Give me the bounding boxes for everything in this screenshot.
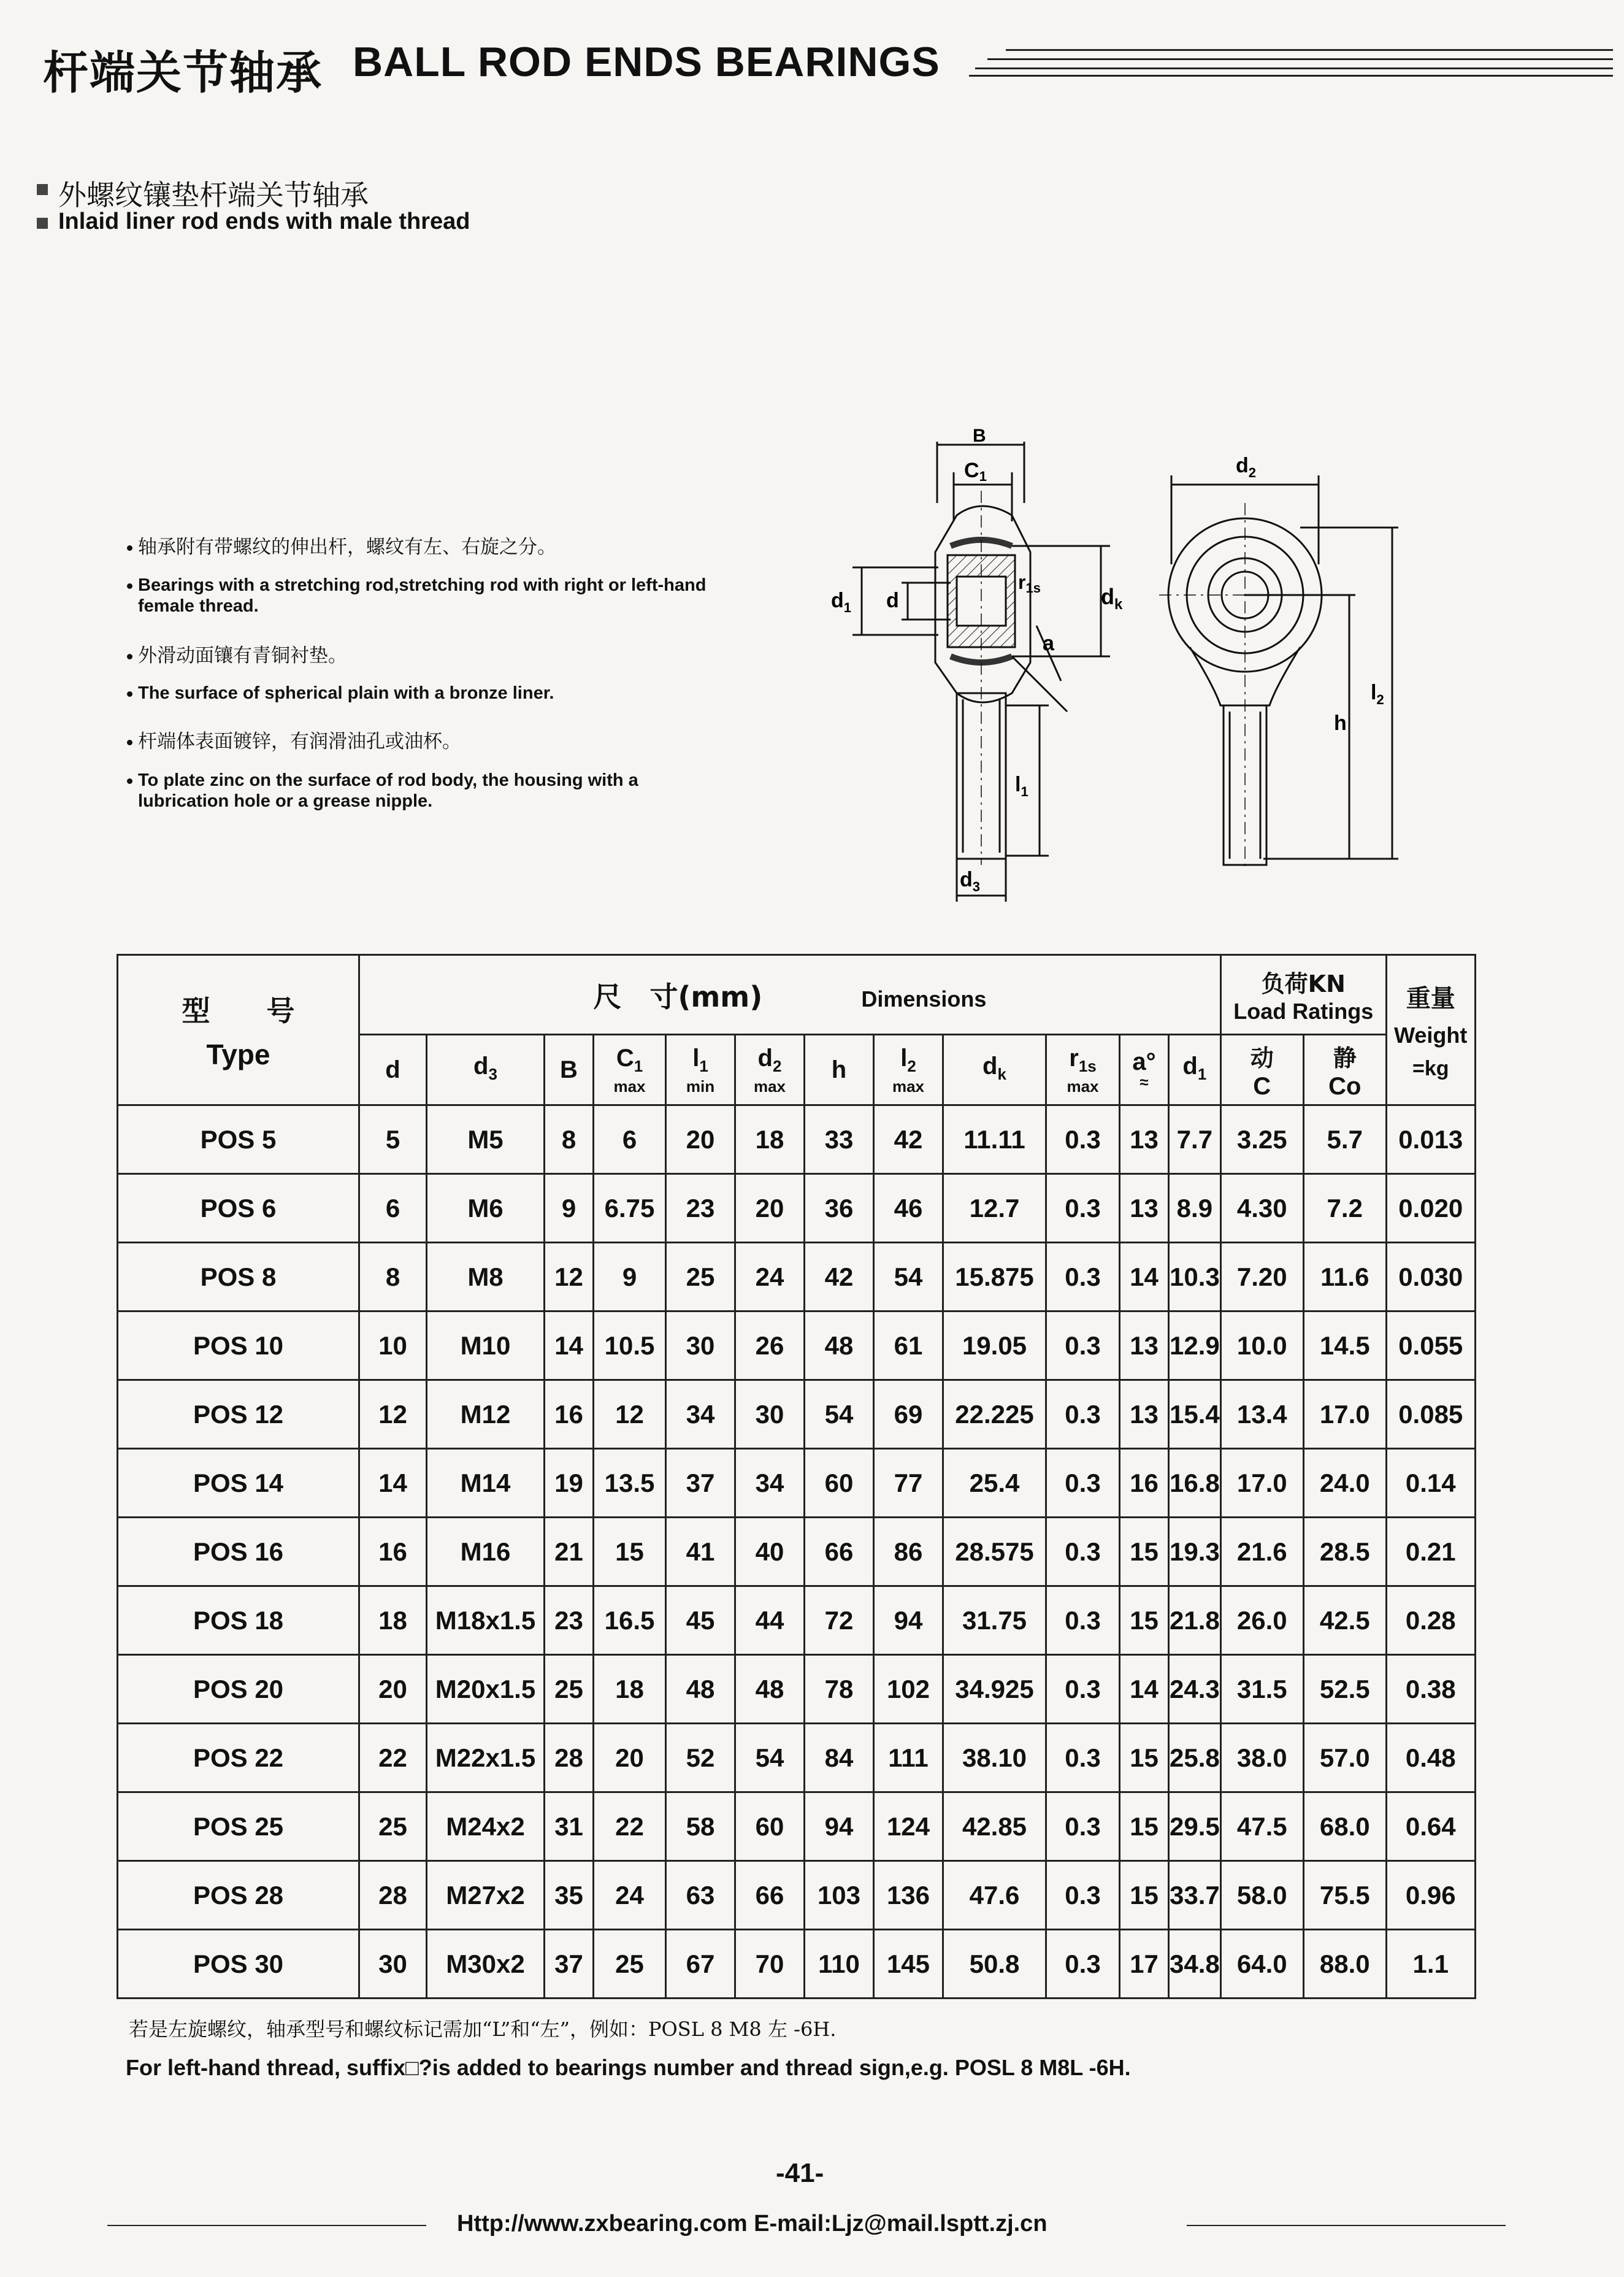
table-cell: 10.3: [1169, 1243, 1221, 1311]
svg-text:h: h: [1334, 712, 1347, 735]
table-row: [118, 1380, 1476, 1449]
table-cell: 54: [735, 1724, 805, 1792]
table-cell: 10.0: [1220, 1311, 1303, 1380]
footer-rule-right: [1187, 2225, 1506, 2226]
table-cell: 17.0: [1220, 1449, 1303, 1518]
type-cell: POS 18: [118, 1586, 359, 1655]
table-cell: 0.3: [1046, 1105, 1120, 1174]
table-cell: 20: [735, 1174, 805, 1243]
table-cell: 15.4: [1169, 1380, 1221, 1449]
table-cell: 14: [1120, 1243, 1169, 1311]
table-cell: 12: [359, 1380, 427, 1449]
table-cell: 145: [874, 1930, 943, 1999]
table-cell: 72: [805, 1586, 874, 1655]
table-cell: 88.0: [1303, 1930, 1386, 1999]
table-cell: 40: [735, 1518, 805, 1586]
table-cell: 63: [666, 1861, 735, 1930]
weight-header: 重量 Weight =kg: [1386, 955, 1475, 1105]
table-cell: 42: [805, 1243, 874, 1311]
table-cell: 13.5: [594, 1449, 666, 1518]
table-cell: 5.7: [1303, 1105, 1386, 1174]
table-cell: 5: [359, 1105, 427, 1174]
table-cell: 21.6: [1220, 1518, 1303, 1586]
table-cell: 16.8: [1169, 1449, 1221, 1518]
table-cell: 11.6: [1303, 1243, 1386, 1311]
table-cell: 0.3: [1046, 1792, 1120, 1861]
table-cell: 136: [874, 1861, 943, 1930]
table-cell: 60: [735, 1792, 805, 1861]
svg-text:d1: $d_1$: [831, 589, 852, 615]
table-body: [118, 1105, 1476, 1999]
table-cell: 52.5: [1303, 1655, 1386, 1724]
table-cell: 124: [874, 1792, 943, 1861]
col-a-header: a° ≈: [1120, 1035, 1169, 1105]
table-cell: 25.8: [1169, 1724, 1221, 1792]
table-cell: 110: [805, 1930, 874, 1999]
col-d3-header: $d_3$: [427, 1035, 545, 1105]
table-cell: 47.5: [1220, 1792, 1303, 1861]
table-cell: 0.64: [1386, 1792, 1475, 1861]
table-cell: 34: [666, 1380, 735, 1449]
table-row: [118, 1243, 1476, 1311]
table-cell: 1.1: [1386, 1930, 1475, 1999]
table-cell: 15: [1120, 1724, 1169, 1792]
table-cell: 86: [874, 1518, 943, 1586]
table-cell: 18: [359, 1586, 427, 1655]
table-cell: 0.3: [1046, 1380, 1120, 1449]
svg-text:d: d: [886, 589, 899, 612]
table-cell: 23: [545, 1586, 594, 1655]
feature-1-cn: 轴承附有带螺纹的伸出杆，螺纹有左、右旋之分。: [138, 537, 782, 558]
table-cell: 31.5: [1220, 1655, 1303, 1724]
table-cell: 0.085: [1386, 1380, 1475, 1449]
table-cell: M24x2: [427, 1792, 545, 1861]
table-cell: 34: [735, 1449, 805, 1518]
table-cell: 75.5: [1303, 1861, 1386, 1930]
feature-2-cn: 外滑动面镶有青铜衬垫。: [138, 645, 782, 666]
table-cell: 0.013: [1386, 1105, 1475, 1174]
table-cell: 77: [874, 1449, 943, 1518]
table-cell: 25: [666, 1243, 735, 1311]
dimensions-header: 尺 寸(mm) Dimensions: [359, 955, 1221, 1035]
table-cell: 18: [735, 1105, 805, 1174]
table-cell: 17.0: [1303, 1380, 1386, 1449]
rod-end-section-drawing: [828, 423, 1147, 914]
table-cell: 60: [805, 1449, 874, 1518]
table-cell: 19.05: [943, 1311, 1046, 1380]
table-cell: M12: [427, 1380, 545, 1449]
table-row: [118, 1311, 1476, 1380]
col-r1s-header: $r_{1s}$ max: [1046, 1035, 1120, 1105]
table-cell: 0.3: [1046, 1311, 1120, 1380]
table-cell: 12: [545, 1243, 594, 1311]
table-cell: 16: [545, 1380, 594, 1449]
feature-3-en: To plate zinc on the surface of rod body, the housing with a lubrication hole or a grease nipple.: [138, 770, 782, 812]
type-cell: POS 28: [118, 1861, 359, 1930]
table-cell: M5: [427, 1105, 545, 1174]
table-cell: 8: [545, 1105, 594, 1174]
table-cell: 3.25: [1220, 1105, 1303, 1174]
table-cell: 37: [666, 1449, 735, 1518]
col-d-header: d: [359, 1035, 427, 1105]
table-cell: 48: [666, 1655, 735, 1724]
note-en: For left-hand thread, suffix□?is added to bearings number and thread sign,e.g. POSL 8 M8L -6H.: [126, 2055, 1131, 2080]
table-cell: 6: [594, 1105, 666, 1174]
table-cell: 31.75: [943, 1586, 1046, 1655]
table-cell: 28.5: [1303, 1518, 1386, 1586]
type-cell: POS 16: [118, 1518, 359, 1586]
table-cell: 28: [545, 1724, 594, 1792]
table-cell: 46: [874, 1174, 943, 1243]
table-cell: 23: [666, 1174, 735, 1243]
table-cell: 4.30: [1220, 1174, 1303, 1243]
table-cell: 48: [735, 1655, 805, 1724]
table-cell: 20: [594, 1724, 666, 1792]
type-header: 型 号 Type: [118, 955, 359, 1105]
table-cell: 41: [666, 1518, 735, 1586]
table-cell: 7.7: [1169, 1105, 1221, 1174]
table-row: [118, 1518, 1476, 1586]
table-cell: 8.9: [1169, 1174, 1221, 1243]
table-cell: 30: [735, 1380, 805, 1449]
feature-2-en: The surface of spherical plain with a bronze liner.: [138, 683, 782, 704]
table-cell: 103: [805, 1861, 874, 1930]
table-cell: 21: [545, 1518, 594, 1586]
col-l1-header: $l_1$ min: [666, 1035, 735, 1105]
svg-text:d2: $d_2$: [1236, 454, 1257, 480]
table-cell: 20: [359, 1655, 427, 1724]
table-cell: 84: [805, 1724, 874, 1792]
table-cell: 42.85: [943, 1792, 1046, 1861]
table-cell: 9: [545, 1174, 594, 1243]
table-cell: 94: [874, 1586, 943, 1655]
table-cell: 0.3: [1046, 1586, 1120, 1655]
feature-3-cn: 杆端体表面镀锌，有润滑油孔或油杯。: [138, 731, 782, 752]
table-cell: 24: [594, 1861, 666, 1930]
type-cell: POS 6: [118, 1174, 359, 1243]
table-cell: 0.3: [1046, 1518, 1120, 1586]
table-cell: M27x2: [427, 1861, 545, 1930]
table-cell: 0.3: [1046, 1655, 1120, 1724]
table-row: [118, 1792, 1476, 1861]
feature-1-en: Bearings with a stretching rod,stretching rod with right or left-hand female thread.: [138, 575, 782, 616]
table-cell: 6: [359, 1174, 427, 1243]
table-cell: 25: [594, 1930, 666, 1999]
table-cell: 45: [666, 1586, 735, 1655]
table-cell: M18x1.5: [427, 1586, 545, 1655]
col-h-header: h: [805, 1035, 874, 1105]
table-cell: 12.7: [943, 1174, 1046, 1243]
col-d1-header: $d_1$: [1169, 1035, 1221, 1105]
type-cell: POS 25: [118, 1792, 359, 1861]
table-cell: M6: [427, 1174, 545, 1243]
table-cell: 68.0: [1303, 1792, 1386, 1861]
svg-text:dk: $d_k$: [1101, 584, 1123, 613]
table-cell: 7.20: [1220, 1243, 1303, 1311]
square-bullet-icon: [37, 184, 48, 195]
table-cell: 61: [874, 1311, 943, 1380]
table-row: [118, 1105, 1476, 1174]
table-cell: 8: [359, 1243, 427, 1311]
table-cell: 0.055: [1386, 1311, 1475, 1380]
table-cell: M14: [427, 1449, 545, 1518]
type-cell: POS 20: [118, 1655, 359, 1724]
type-cell: POS 30: [118, 1930, 359, 1999]
table-cell: 22: [359, 1724, 427, 1792]
table-cell: 12.9: [1169, 1311, 1221, 1380]
table-cell: 67: [666, 1930, 735, 1999]
table-cell: M8: [427, 1243, 545, 1311]
table-row: [118, 1655, 1476, 1724]
table-cell: 70: [735, 1930, 805, 1999]
table-cell: 37: [545, 1930, 594, 1999]
footer-contact: Http://www.zxbearing.com E-mail:Ljz@mail.lsptt.zj.cn: [457, 2211, 1048, 2237]
table-cell: 14: [1120, 1655, 1169, 1724]
table-row: [118, 1586, 1476, 1655]
table-cell: 19.3: [1169, 1518, 1221, 1586]
table-cell: 30: [666, 1311, 735, 1380]
table-cell: 34.8: [1169, 1930, 1221, 1999]
table-cell: 20: [666, 1105, 735, 1174]
table-cell: 22.225: [943, 1380, 1046, 1449]
type-cell: POS 8: [118, 1243, 359, 1311]
table-row: [118, 1174, 1476, 1243]
table-cell: 78: [805, 1655, 874, 1724]
table-cell: 54: [805, 1380, 874, 1449]
table-cell: 94: [805, 1792, 874, 1861]
table-cell: 17: [1120, 1930, 1169, 1999]
table-cell: 0.020: [1386, 1174, 1475, 1243]
table-cell: 15: [1120, 1792, 1169, 1861]
table-cell: 0.3: [1046, 1930, 1120, 1999]
table-cell: 14.5: [1303, 1311, 1386, 1380]
table-cell: 0.3: [1046, 1449, 1120, 1518]
table-cell: 38.10: [943, 1724, 1046, 1792]
table-cell: 69: [874, 1380, 943, 1449]
table-cell: 0.96: [1386, 1861, 1475, 1930]
table-cell: 15.875: [943, 1243, 1046, 1311]
header-title-en: BALL ROD ENDS BEARINGS: [353, 39, 940, 85]
table-cell: 42: [874, 1105, 943, 1174]
type-cell: POS 22: [118, 1724, 359, 1792]
table-cell: 52: [666, 1724, 735, 1792]
col-b-header: B: [545, 1035, 594, 1105]
table-cell: 16: [1120, 1449, 1169, 1518]
svg-text:B: B: [973, 426, 986, 446]
table-cell: 58: [666, 1792, 735, 1861]
note-cn: 若是左旋螺纹，轴承型号和螺纹标记需加“L”和“左”，例如：POSL 8 M8 左 -6H.: [129, 2018, 837, 2041]
table-cell: 66: [805, 1518, 874, 1586]
table-cell: 16.5: [594, 1586, 666, 1655]
svg-text:l1: $l_1$: [1015, 773, 1028, 799]
table-cell: 0.3: [1046, 1861, 1120, 1930]
subheading-en: Inlaid liner rod ends with male thread: [58, 209, 470, 234]
table-cell: 13: [1120, 1105, 1169, 1174]
header-title-cn: 杆端关节轴承: [43, 47, 323, 99]
load-ratings-header: 负荷KN Load Ratings: [1220, 955, 1386, 1035]
table-cell: 18: [594, 1655, 666, 1724]
page-number: -41-: [776, 2158, 824, 2188]
table-cell: 25: [359, 1792, 427, 1861]
svg-text:d3: $d_3$: [960, 868, 981, 894]
table-cell: 102: [874, 1655, 943, 1724]
table-cell: 22: [594, 1792, 666, 1861]
table-cell: 19: [545, 1449, 594, 1518]
col-l2-header: $l_2$ max: [874, 1035, 943, 1105]
table-cell: 0.28: [1386, 1586, 1475, 1655]
table-cell: 0.3: [1046, 1174, 1120, 1243]
type-cell: POS 14: [118, 1449, 359, 1518]
svg-text:a: a: [1043, 632, 1054, 655]
table-cell: 7.2: [1303, 1174, 1386, 1243]
rod-end-front-drawing: [1153, 442, 1411, 883]
subheading-cn: 外螺纹镶垫杆端关节轴承: [58, 179, 369, 212]
col-d2-header: $d_2$ max: [735, 1035, 805, 1105]
table-cell: 50.8: [943, 1930, 1046, 1999]
svg-text:C1: C1: [964, 459, 987, 484]
table-cell: 26.0: [1220, 1586, 1303, 1655]
svg-text:r1s: r1s: [1018, 571, 1041, 596]
table-row: [118, 1724, 1476, 1792]
table-cell: 34.925: [943, 1655, 1046, 1724]
table-cell: 14: [545, 1311, 594, 1380]
dimensions-table: [117, 954, 1476, 1999]
table-cell: 64.0: [1220, 1930, 1303, 1999]
table-cell: 111: [874, 1724, 943, 1792]
table-cell: 0.3: [1046, 1724, 1120, 1792]
table-cell: 21.8: [1169, 1586, 1221, 1655]
table-cell: 35: [545, 1861, 594, 1930]
table-cell: 47.6: [943, 1861, 1046, 1930]
col-c-header: 动 C: [1220, 1035, 1303, 1105]
table-cell: 10.5: [594, 1311, 666, 1380]
table-cell: 13: [1120, 1174, 1169, 1243]
table-cell: 9: [594, 1243, 666, 1311]
table-cell: M22x1.5: [427, 1724, 545, 1792]
table-cell: 11.11: [943, 1105, 1046, 1174]
table-cell: 6.75: [594, 1174, 666, 1243]
table-cell: 25: [545, 1655, 594, 1724]
table-cell: 38.0: [1220, 1724, 1303, 1792]
table-cell: 13.4: [1220, 1380, 1303, 1449]
table-cell: 36: [805, 1174, 874, 1243]
table-row: [118, 1449, 1476, 1518]
table-cell: 0.14: [1386, 1449, 1475, 1518]
table-cell: 0.48: [1386, 1724, 1475, 1792]
table-cell: 12: [594, 1380, 666, 1449]
table-cell: M16: [427, 1518, 545, 1586]
table-cell: 25.4: [943, 1449, 1046, 1518]
table-cell: 42.5: [1303, 1586, 1386, 1655]
table-cell: 10: [359, 1311, 427, 1380]
table-cell: 48: [805, 1311, 874, 1380]
table-row: [118, 1930, 1476, 1999]
table-cell: 13: [1120, 1380, 1169, 1449]
table-cell: 24: [735, 1243, 805, 1311]
col-c1-header: $C_1$ max: [594, 1035, 666, 1105]
table-cell: 31: [545, 1792, 594, 1861]
table-cell: 57.0: [1303, 1724, 1386, 1792]
square-bullet-icon: [37, 218, 48, 229]
type-cell: POS 12: [118, 1380, 359, 1449]
table-cell: 24.0: [1303, 1449, 1386, 1518]
col-co-header: 静 Co: [1303, 1035, 1386, 1105]
table-cell: 0.38: [1386, 1655, 1475, 1724]
table-cell: 0.030: [1386, 1243, 1475, 1311]
table-cell: 0.3: [1046, 1243, 1120, 1311]
svg-text:l2: $l_2$: [1371, 681, 1384, 707]
table-cell: M20x1.5: [427, 1655, 545, 1724]
table-cell: 28.575: [943, 1518, 1046, 1586]
col-dk-header: $d_k$: [943, 1035, 1046, 1105]
table-cell: 15: [1120, 1518, 1169, 1586]
table-cell: 15: [1120, 1861, 1169, 1930]
table-cell: 54: [874, 1243, 943, 1311]
table-cell: 66: [735, 1861, 805, 1930]
table-cell: 44: [735, 1586, 805, 1655]
type-cell: POS 5: [118, 1105, 359, 1174]
table-cell: 15: [1120, 1586, 1169, 1655]
table-cell: 28: [359, 1861, 427, 1930]
table-cell: 15: [594, 1518, 666, 1586]
table-cell: 30: [359, 1930, 427, 1999]
table-cell: 0.21: [1386, 1518, 1475, 1586]
table-cell: 14: [359, 1449, 427, 1518]
table-cell: M30x2: [427, 1930, 545, 1999]
table-cell: 33.7: [1169, 1861, 1221, 1930]
table-cell: 24.3: [1169, 1655, 1221, 1724]
table-cell: M10: [427, 1311, 545, 1380]
table-cell: 16: [359, 1518, 427, 1586]
table-cell: 58.0: [1220, 1861, 1303, 1930]
table-cell: 13: [1120, 1311, 1169, 1380]
table-cell: 29.5: [1169, 1792, 1221, 1861]
table-cell: 26: [735, 1311, 805, 1380]
footer-rule-left: [107, 2225, 426, 2226]
type-cell: POS 10: [118, 1311, 359, 1380]
table-row: [118, 1861, 1476, 1930]
table-cell: 33: [805, 1105, 874, 1174]
